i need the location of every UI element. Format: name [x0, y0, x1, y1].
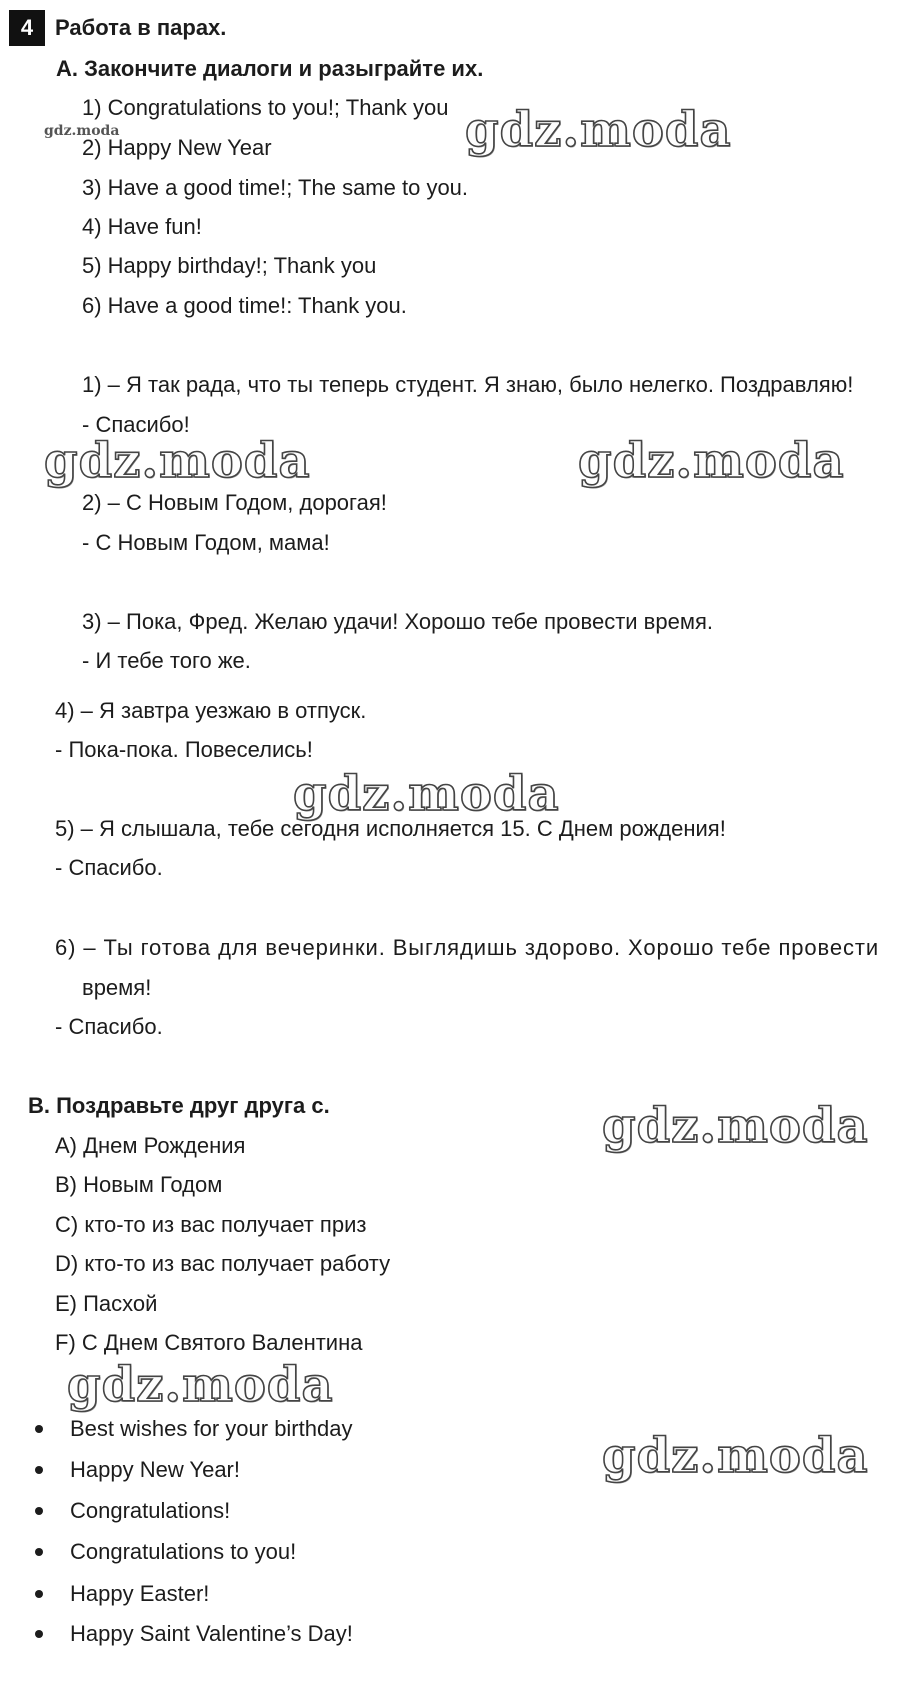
watermark: gdz.moda	[602, 1428, 869, 1484]
bullet-dot	[35, 1425, 43, 1433]
watermark: gdz.moda	[67, 1357, 334, 1413]
bullet-dot	[35, 1630, 43, 1638]
dialog-line: - Спасибо!	[82, 412, 190, 437]
task-title: Работа в парах.	[55, 15, 227, 40]
watermark: gdz.moda	[578, 433, 845, 489]
answer-line: 4) Have fun!	[82, 214, 202, 239]
bullet-item: Happy Easter!	[70, 1581, 210, 1606]
answer-line: 2) Happy New Year	[82, 135, 272, 160]
answer-line: 3) Have a good time!; The same to you.	[82, 175, 469, 200]
watermark: gdz.moda	[465, 102, 732, 158]
bullet-item: Happy New Year!	[70, 1457, 240, 1482]
dialog-line: 3) – Пока, Фред. Желаю удачи! Хорошо тебе провести время.	[82, 609, 713, 634]
dialog-line: 4) – Я завтра уезжаю в отпуск.	[55, 698, 367, 723]
dialog-line: - И тебе того же.	[82, 648, 251, 673]
section-a-heading: A. Закончите диалоги и разыграйте их.	[56, 56, 484, 81]
bullet-item: Happy Saint Valentine’s Day!	[70, 1621, 353, 1646]
bullet-dot	[35, 1548, 43, 1556]
option-line: F) С Днем Святого Валентина	[55, 1330, 363, 1355]
answer-line: 6) Have a good time!: Thank you.	[82, 293, 407, 318]
dialog-line: - С Новым Годом, мама!	[82, 530, 330, 555]
option-line: C) кто-то из вас получает приз	[55, 1212, 367, 1237]
answer-line: 5) Happy birthday!; Thank you	[82, 253, 377, 278]
answer-line: 1) Congratulations to you!; Thank you	[82, 95, 449, 120]
watermark: gdz.moda	[602, 1098, 869, 1154]
dialog-line: 5) – Я слышала, тебе сегодня исполняется 15. С Днем рождения!	[55, 816, 726, 841]
option-line: B) Новым Годом	[55, 1172, 223, 1197]
dialog-line: - Спасибо.	[55, 855, 163, 880]
section-b-heading: B. Поздравьте друг друга с.	[28, 1093, 330, 1118]
dialog-line: 1) – Я так рада, что ты теперь студент. Я знаю, было нелегко. Поздравляю!	[82, 372, 854, 397]
dialog-line: время!	[82, 975, 152, 1000]
dialog-line: 6) – Ты готова для вечеринки. Выглядишь здорово. Хорошо тебе провести	[55, 935, 880, 960]
dialog-line: - Спасибо.	[55, 1014, 163, 1039]
option-line: D) кто-то из вас получает работу	[55, 1251, 391, 1276]
dialog-line: - Пока-пока. Повеселись!	[55, 737, 313, 762]
watermark: gdz.moda	[293, 766, 560, 822]
watermark: gdz.moda	[44, 433, 311, 489]
bullet-dot	[35, 1466, 43, 1474]
watermark-small: gdz.moda	[44, 123, 120, 139]
bullet-item: Congratulations!	[70, 1498, 231, 1523]
task-number-badge: 4	[9, 10, 45, 46]
bullet-item: Congratulations to you!	[70, 1539, 297, 1564]
bullet-dot	[35, 1507, 43, 1515]
bullet-item: Best wishes for your birthday	[70, 1416, 353, 1441]
option-line: A) Днем Рождения	[55, 1133, 246, 1158]
bullet-dot	[35, 1590, 43, 1598]
option-line: E) Пасхой	[55, 1291, 158, 1316]
dialog-line: 2) – С Новым Годом, дорогая!	[82, 490, 387, 515]
